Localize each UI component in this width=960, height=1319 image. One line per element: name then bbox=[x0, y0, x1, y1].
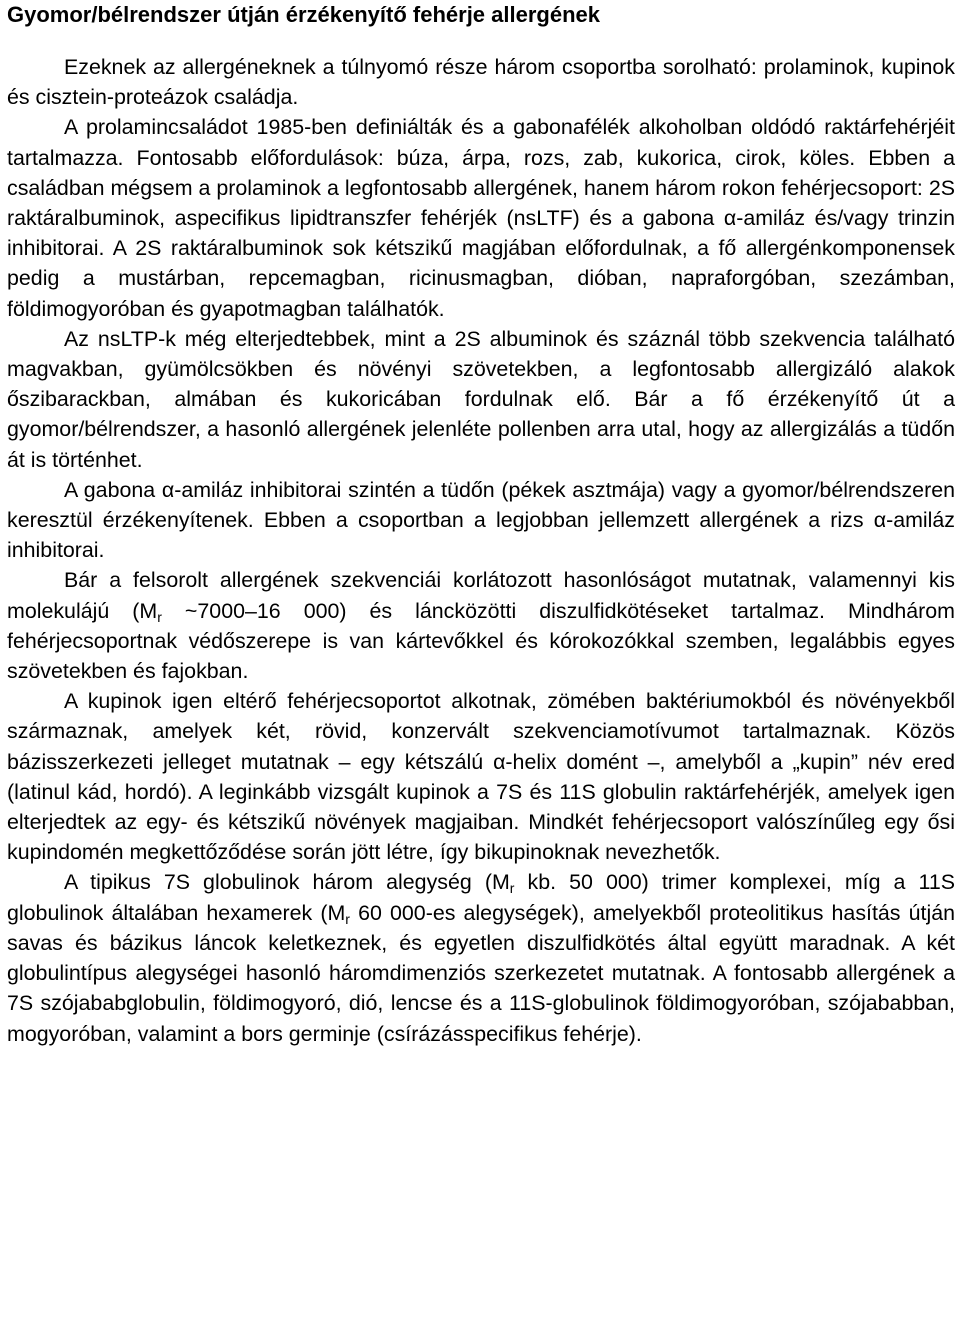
text-span: 60 000-es alegységek), amelyekből proteolitikus hasítás útján savas és bázikus láncok keletkeznek, és egyetlen diszulfidkötés által együtt maradnak. A két globulintípus alegységei hasonló háromdimenziós szerkezetet mutatnak. A fontosabb allergének a 7S szójababglobulin, földimogyoró, dió, lencse és a 11S-globulinok földimogyoróban, szójababban, mogyoróban, valamint a bors germinje (csírázásspecifikus fehérje). bbox=[7, 900, 955, 1046]
text-span: A tipikus 7S globulinok három alegység (M bbox=[64, 870, 510, 895]
text-span: kb. 50 000) trimer komplexei, míg a 11S globulinok általában hexamerek (M bbox=[7, 870, 955, 925]
paragraph-nsltp: Az nsLTP-k még elterjedtebbek, mint a 2S albuminok és száznál több szekvencia található magvakban, gyümölcsökben és növényi szövetekben, a legfontosabb allergizáló alakok őszibarackban, almában és kukoricában fordulnak elő. Bár a fő érzékenyítő út a gyomor/bélrendszer, a hasonló allergének jelenléte pollenben arra utal, hogy az allergizálás a tüdőn át is történhet. bbox=[7, 326, 955, 472]
paragraph-prolamins: A prolamincsaládot 1985-ben definiálták és a gabonafélék alkoholban oldódó raktárfehérjéit tartalmazza. Fontosabb előfordulások: búza, árpa, rozs, zab, kukorica, cirok, köles. Ebben a családban mégsem a prolaminok a legfontosabb allergének, hanem három rokon fehérjecsoport: 2S raktáralbuminok, aspecifikus lipidtranszfer fehérjék (nsLTF) és a gabona α-amiláz és/vagy trinzin inhibitorai. A 2S raktáralbuminok sok kétszikű magjában előfordulnak, a fő allergénkomponensek pedig a mustárban, repcemagban, ricinusmagban, dióban, napraforgóban, szezámban, földimogyoróban és gyapotmagban találhatók. bbox=[7, 115, 955, 321]
subscript: r bbox=[345, 910, 350, 927]
page-title: Gyomor/bélrendszer útján érzékenyítő fehérje allergének bbox=[7, 2, 600, 27]
paragraph-sequence-similarity bbox=[7, 565, 955, 686]
subscript: r bbox=[509, 880, 515, 897]
paragraph-cupins: A kupinok igen eltérő fehérjecsoportot alkotnak, zömében baktériumokból és növényekből származnak, amelyek két, rövid, konzervált szekvenciamotívumot tartalmaznak. Közös bázisszerkezeti jelleget mutatnak – egy kétszálú α-helix domént –, amelyből a „kupin” név ered (latinul kád, hordó). A leginkább vizsgált kupinok a 7S és 11S globulin raktárfehérjék, amelyek igen elterjedtek az egy- és kétszikű növények magjaiban. Mindkét fehérjecsoport valószínűleg egy ősi kupindomén megkettőződése során jött létre, így bikupinoknak nevezhetők. bbox=[7, 689, 955, 865]
paragraph-amylase-inhibitors: A gabona α-amiláz inhibitorai szintén a tüdőn (pékek asztmája) vagy a gyomor/bélrendszeren keresztül érzékenyítenek. Ebben a csoportban a legjobban jellemzett allergének a rizs α-amiláz inhibitorai. bbox=[7, 477, 955, 563]
paragraph-intro: Ezeknek az allergéneknek a túlnyomó része három csoportba sorolható: prolaminok, kupinok és cisztein-proteázok családja. bbox=[7, 55, 955, 110]
text-span: ~7000–16 000) és láncközötti diszulfidkötéseket tartalmaz. Mindhárom fehérjecsoportnak védőszerepe is van kártevőkkel és kórokozókkal szemben, legalábbis egyes szövetekben és fajokban. bbox=[7, 598, 955, 684]
subscript: r bbox=[157, 608, 162, 625]
paragraph-globulins bbox=[7, 867, 955, 1048]
text-span: Bár a felsorolt allergének szekvenciái korlátozott hasonlóságot mutatnak, valamennyi kis molekulájú (M bbox=[7, 568, 955, 623]
